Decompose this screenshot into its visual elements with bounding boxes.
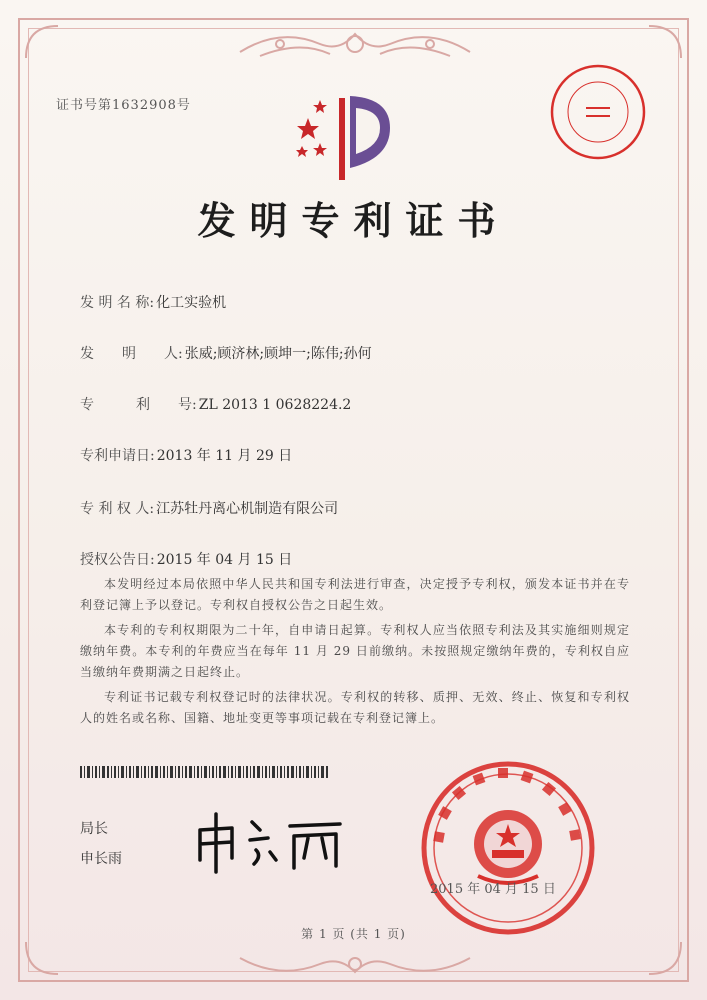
body-paragraph: 专利证书记载专利权登记时的法律状况。专利权的转移、质押、无效、终止、恢复和专利权人的姓名或名称、国籍、地址变更等事项记载在专利登记簿上。	[80, 690, 630, 725]
bottom-ornament	[220, 950, 490, 986]
barcode	[80, 766, 330, 778]
field-label: 专利申请日:	[80, 448, 155, 464]
certificate-body	[80, 574, 630, 733]
field-value: 化工实验机	[156, 295, 227, 311]
application-date-field	[80, 445, 292, 465]
grant-date-field	[80, 549, 292, 569]
body-paragraph: 本专利的专利权期限为二十年，自申请日起算。专利权人应当依照专利法及其实施细则规定缴纳年费。本专利的年费应当在每年 11 月 29 日前缴纳。未按照规定缴纳年费的，专利权自应当缴纳年费期满之日起终止。	[80, 623, 630, 679]
patent-office-logo	[290, 88, 410, 188]
field-value: 张威;顾济林;顾坤一;陈伟;孙何	[184, 346, 372, 362]
director-title: 局长	[80, 821, 108, 837]
director-name: 申长雨	[80, 851, 122, 867]
field-label: 专 利 权 人:	[80, 501, 155, 517]
corner-ornament	[22, 938, 62, 978]
field-value: 2015 年 04 月 15 日	[156, 552, 293, 568]
corner-ornament	[645, 938, 685, 978]
certificate-number: 证书号第1632908号	[56, 98, 191, 113]
body-paragraph: 本发明经过本局依照中华人民共和国专利法进行审查，决定授予专利权，颁发本证书并在专利登记簿上予以登记。专利权自授权公告之日起生效。	[80, 577, 630, 612]
certificate-title: 发明专利证书	[197, 198, 510, 243]
field-label: 发 明 名 称:	[80, 295, 155, 311]
patentee-field	[80, 498, 338, 518]
field-label: 发 明 人:	[80, 346, 183, 362]
seal-date: 2015 年 04 月 15 日	[430, 882, 556, 897]
page-footer: 第 1 页 (共 1 页)	[301, 927, 406, 941]
field-value: 江苏牡丹离心机制造有限公司	[156, 501, 339, 517]
field-label: 专 利 号:	[80, 397, 197, 413]
field-value: ZL 2013 1 0628224.2	[198, 397, 352, 413]
corner-ornament	[22, 22, 62, 62]
inventors-field	[80, 343, 372, 363]
invention-name-field	[80, 292, 226, 312]
field-value: 2013 年 11 月 29 日	[156, 448, 293, 464]
agency-stamp	[548, 62, 648, 162]
official-seal	[418, 758, 598, 938]
corner-ornament	[645, 22, 685, 62]
director-signature	[190, 800, 360, 880]
top-ornament	[220, 22, 490, 66]
patent-number-field	[80, 394, 351, 414]
field-label: 授权公告日:	[80, 552, 155, 568]
